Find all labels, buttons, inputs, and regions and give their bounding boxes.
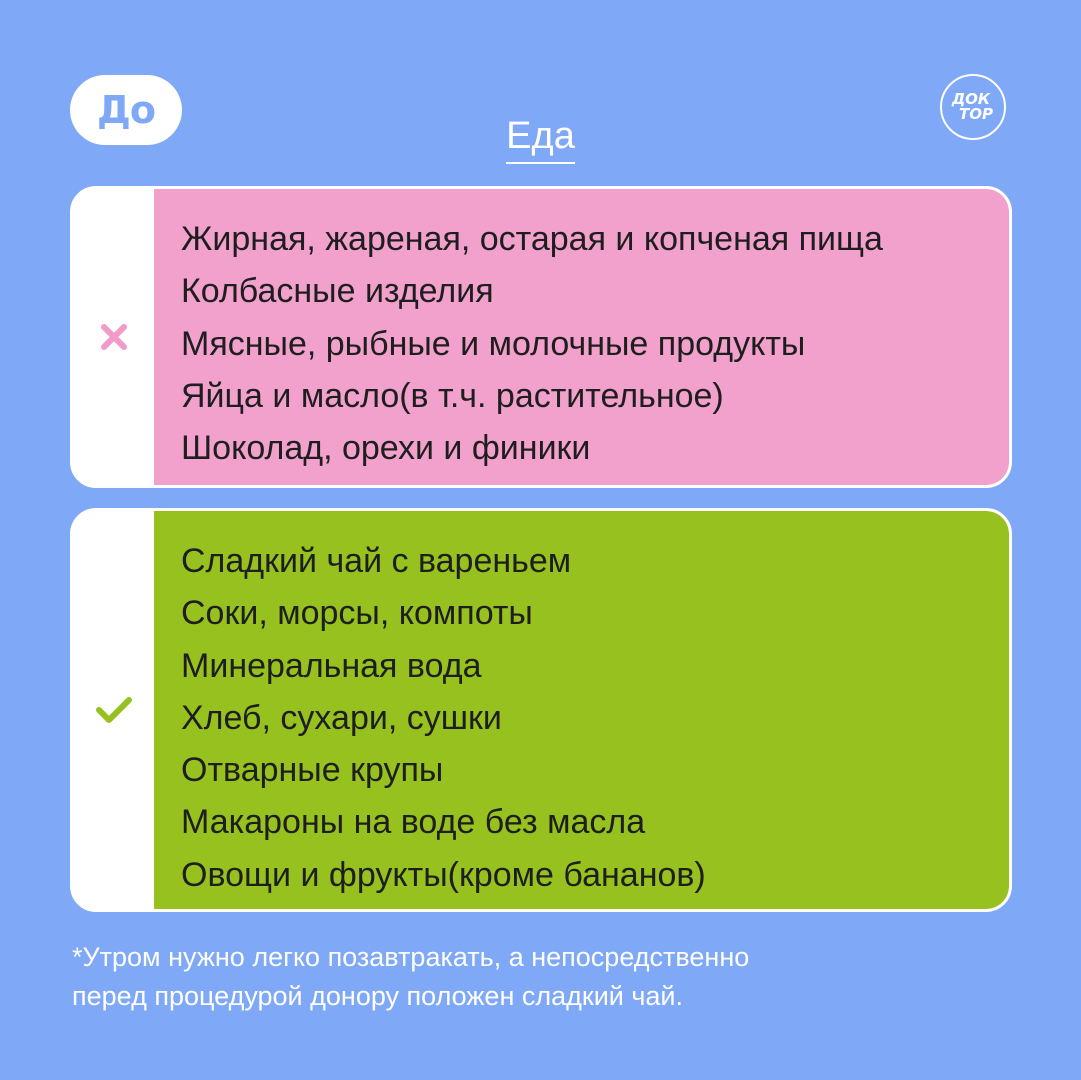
avoid-icon-gutter <box>73 189 154 485</box>
avoid-list-panel <box>154 189 1009 485</box>
allowed-list-item: Сладкий чай с вареньем <box>181 542 572 580</box>
footnote-line-2: перед процедурой донору положен сладкий чай. <box>72 981 684 1011</box>
allowed-list-item: Минеральная вода <box>181 646 482 685</box>
footnote-line-1: *Утром нужно легко позавтракать, а непосредственно <box>72 942 750 972</box>
section-badge-label: До <box>97 88 155 132</box>
logo-line-2: ТОР <box>959 105 993 123</box>
allowed-list-panel <box>154 511 1009 909</box>
avoid-list-item: Колбасные изделия <box>181 272 494 311</box>
allowed-list <box>181 535 706 901</box>
check-icon <box>94 695 134 725</box>
page-title: Еда <box>506 114 575 164</box>
avoid-list <box>181 213 883 474</box>
allowed-list-item: Соки, морсы, компоты <box>181 594 533 633</box>
allowed-list-item: Макароны на воде без масла <box>181 803 646 842</box>
page-title-wrapper <box>0 114 1081 164</box>
allowed-card <box>70 508 1012 912</box>
footnote <box>72 938 1032 1016</box>
cross-icon <box>99 322 129 352</box>
avoid-list-item: Жирная, жареная, остарая и копченая пища <box>181 220 883 258</box>
avoid-list-item: Шоколад, орехи и финики <box>181 429 591 468</box>
avoid-list-item: Яйца и масло(в т.ч. растительное) <box>181 376 724 415</box>
allowed-list-item: Хлеб, сухари, сушки <box>181 698 502 737</box>
allowed-list-item: Овощи и фрукты(кроме бананов) <box>181 855 706 894</box>
logo-line-1: ДОК <box>951 90 991 108</box>
allowed-icon-gutter <box>73 511 154 909</box>
avoid-card <box>70 186 1012 488</box>
avoid-list-item: Мясные, рыбные и молочные продукты <box>181 324 806 363</box>
allowed-list-item: Отварные крупы <box>181 751 444 790</box>
